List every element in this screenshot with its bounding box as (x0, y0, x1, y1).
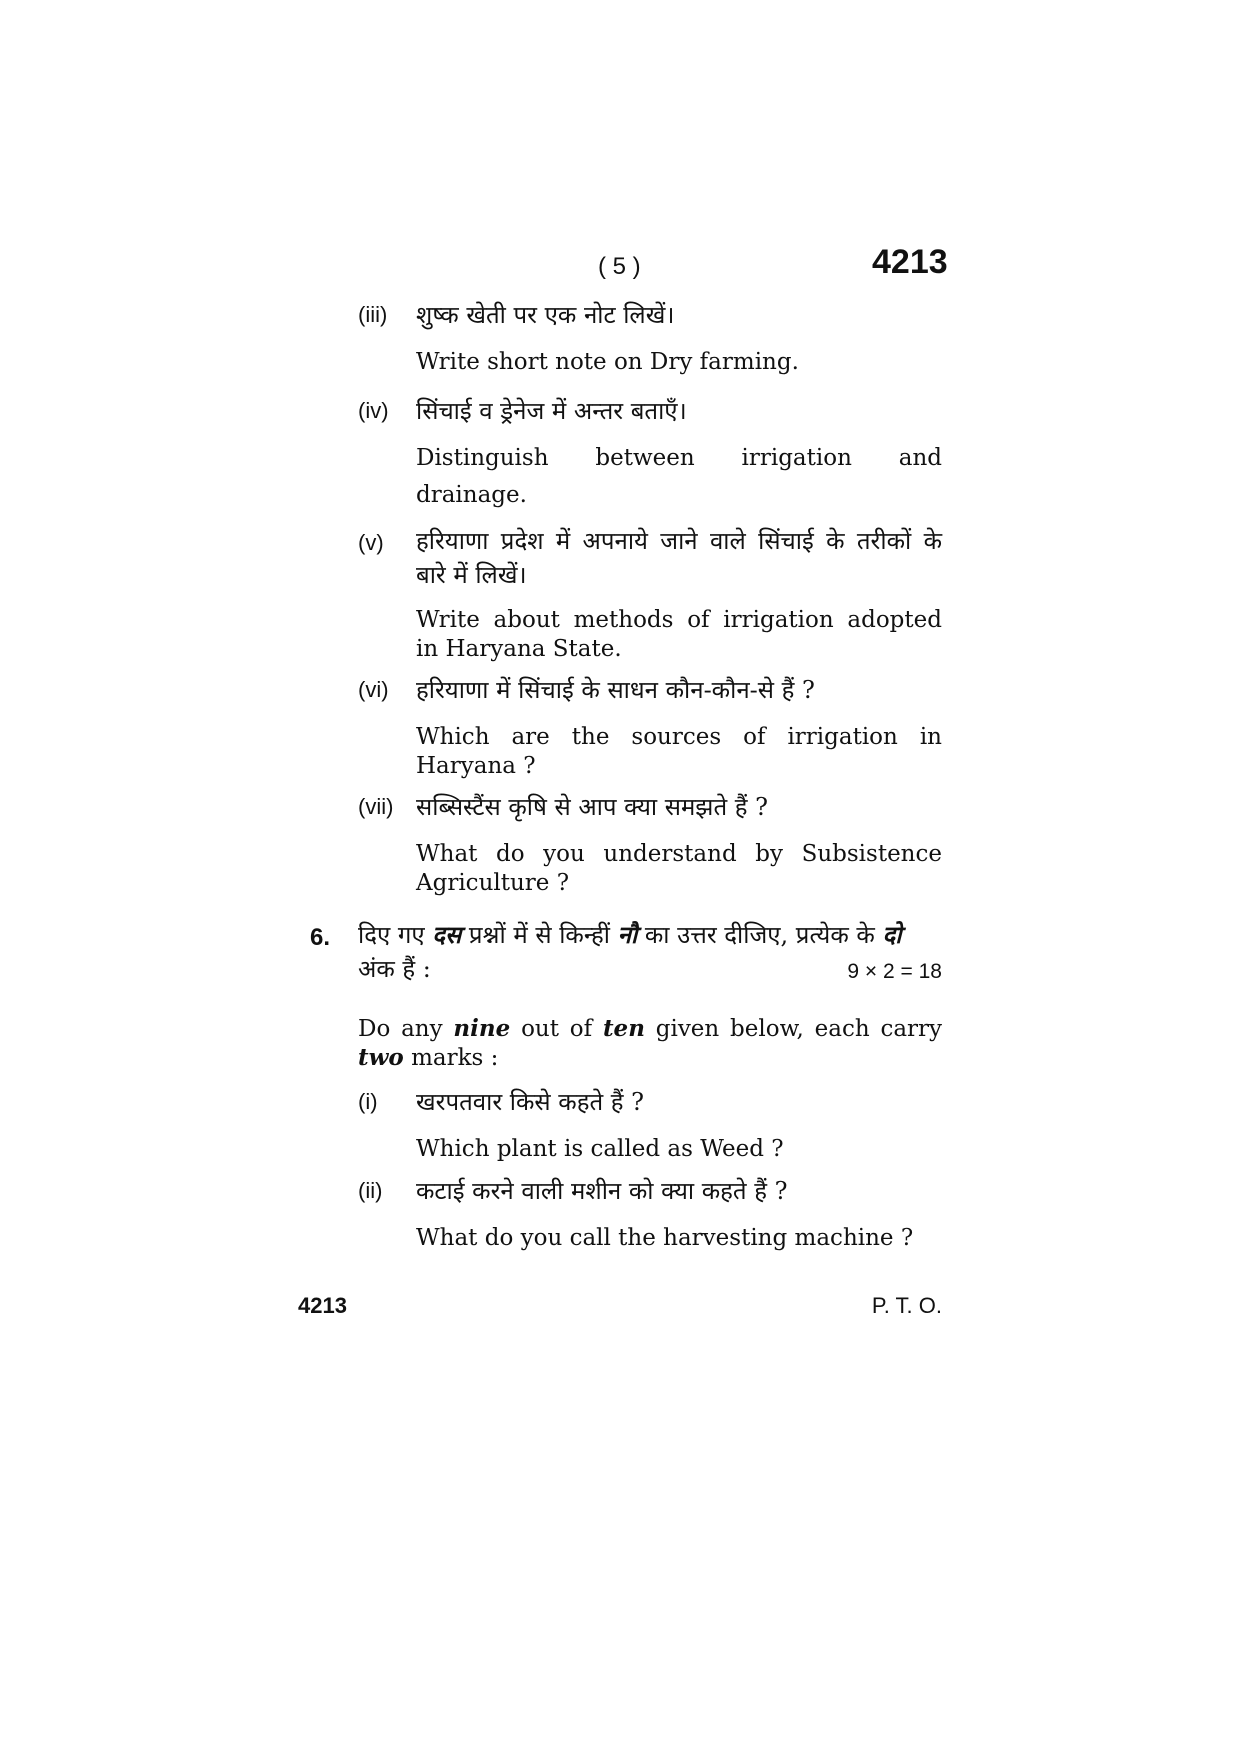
item-number: (ii) (358, 1178, 383, 1203)
item-number: (iii) (358, 302, 388, 327)
english-text-line1: What do you understand by Subsistence (416, 841, 942, 867)
question-6-number: 6. (310, 924, 331, 951)
english-text: Write short note on Dry farming. (416, 349, 799, 375)
page-number: ( 5 ) (598, 253, 641, 280)
hindi-text: कटाई करने वाली मशीन को क्या कहते हैं ? (416, 1177, 788, 1205)
item-number: (vii) (358, 794, 394, 819)
english-text-line1: Distinguish between irrigation and (416, 445, 942, 471)
english-text: Which plant is called as Weed ? (416, 1136, 784, 1162)
hindi-text-line2: बारे में लिखें। (416, 561, 527, 589)
hindi-text: खरपतवार किसे कहते हैं ? (416, 1088, 644, 1116)
paper-code-footer: 4213 (298, 1293, 347, 1318)
english-text-line2: in Haryana State. (416, 636, 622, 662)
question-6-hindi-line2: अंक हैं : (358, 955, 431, 983)
hindi-text: सिंचाई व ड्रेनेज में अन्तर बताएँ। (416, 397, 687, 425)
english-text: What do you call the harvesting machine ? (416, 1225, 914, 1251)
question-6-english-line2: two marks : (358, 1044, 499, 1071)
hindi-text: शुष्क खेती पर एक नोट लिखें। (416, 301, 675, 329)
item-number: (v) (358, 530, 384, 555)
english-text-line1: Which are the sources of irrigation in (416, 724, 942, 750)
paper-code-header: 4213 (872, 243, 948, 281)
hindi-text: हरियाणा में सिंचाई के साधन कौन-कौन-से हैं ? (416, 676, 815, 704)
please-turn-over: P. T. O. (871, 1293, 942, 1318)
item-number: (i) (358, 1089, 378, 1114)
english-text-line2: Haryana ? (416, 753, 536, 779)
marks-allocation: 9 × 2 = 18 (847, 960, 942, 983)
item-number: (iv) (358, 398, 389, 423)
english-text-line2: drainage. (416, 482, 527, 508)
english-text-line2: Agriculture ? (416, 870, 570, 896)
question-6-hindi-line1: दिए गए दस प्रश्नों में से किन्हीं नौ का उत्तर दीजिए, प्रत्येक के दो (358, 920, 902, 949)
hindi-text-line1: हरियाणा प्रदेश में अपनाये जाने वाले सिंचाई के तरीकों के (416, 527, 942, 555)
english-text-line1: Write about methods of irrigation adopted (416, 607, 942, 633)
item-number: (vi) (358, 677, 389, 702)
hindi-text: सब्सिस्टैंस कृषि से आप क्या समझते हैं ? (416, 793, 768, 821)
question-6-english-line1: Do any nine out of ten given below, each carry (358, 1015, 943, 1042)
